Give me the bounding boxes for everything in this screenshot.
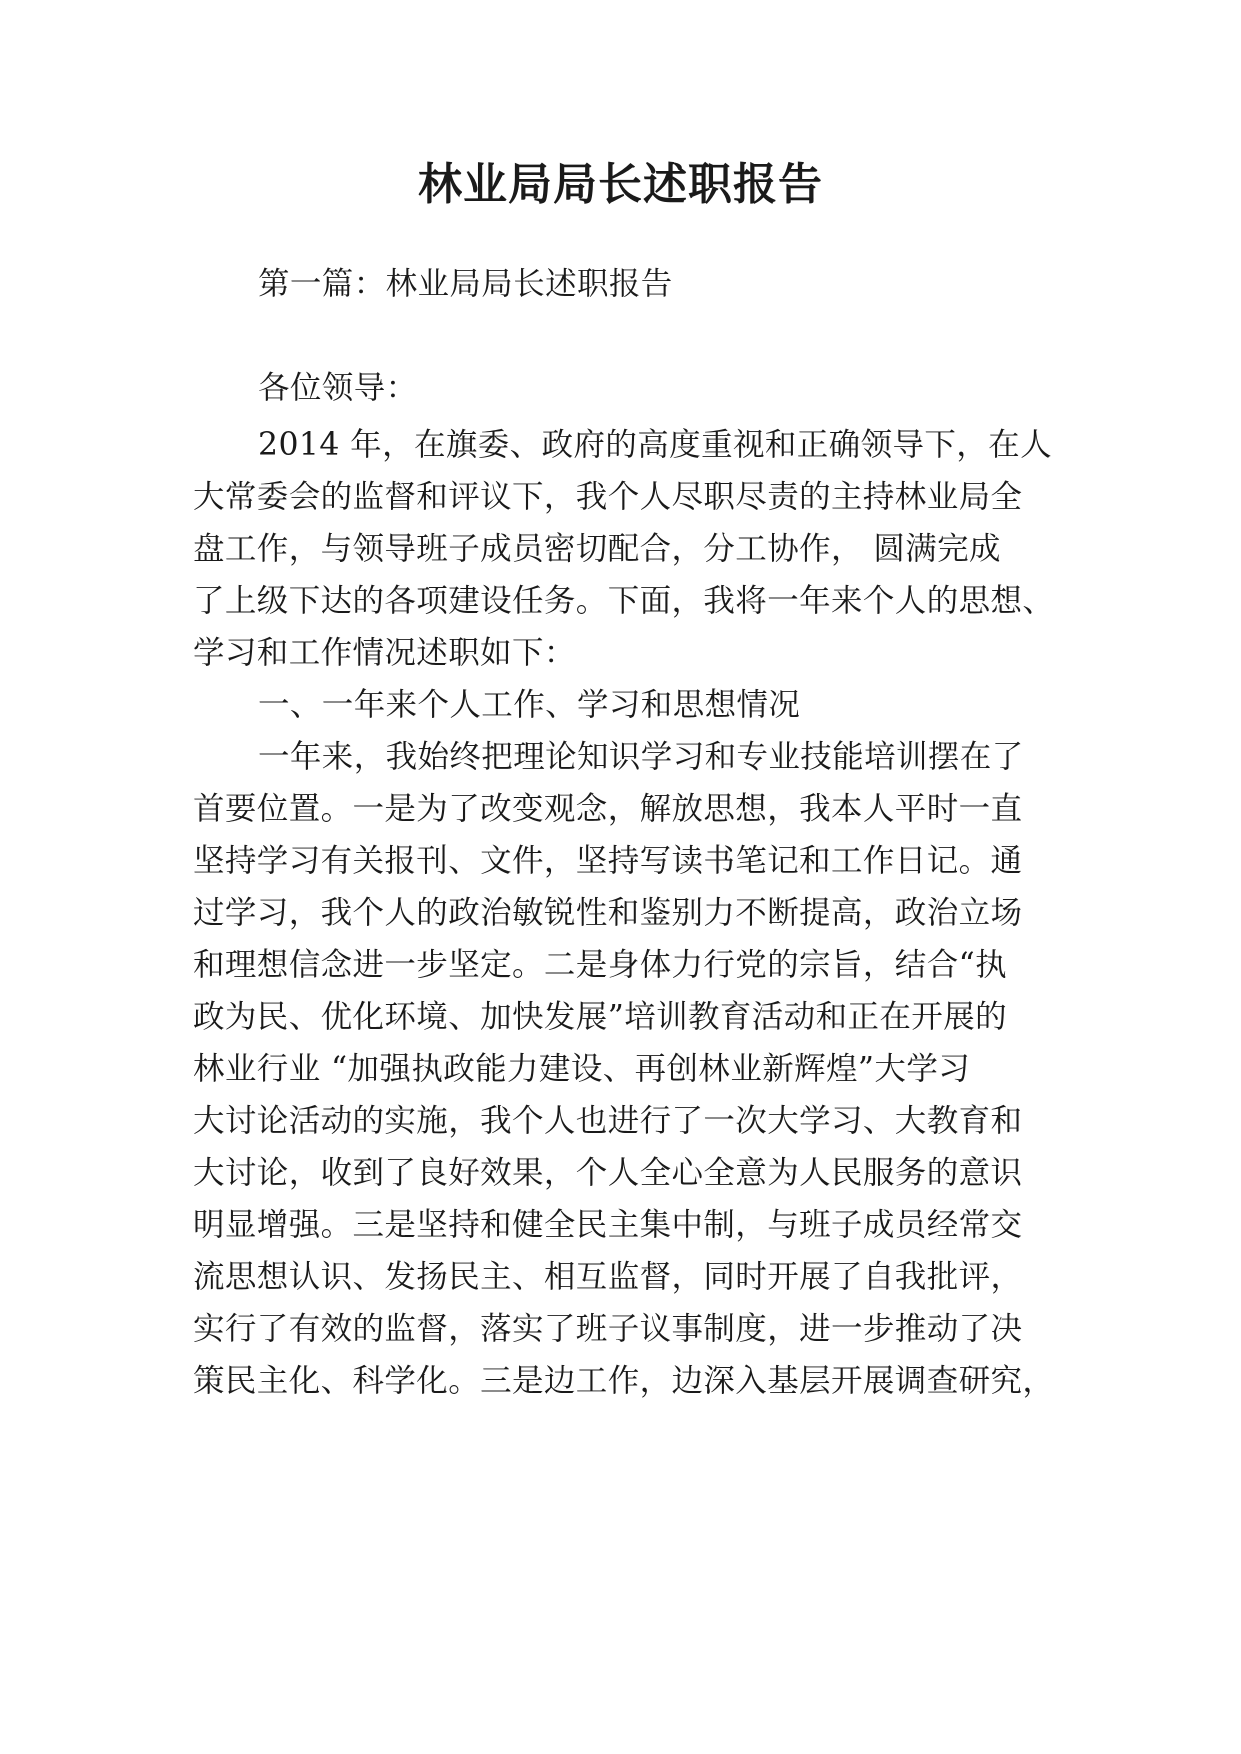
paragraph-line: 了上级下达的各项建设任务。下面，我将一年来个人的思想、 [193,583,1055,619]
document-title: 林业局局长述职报告 [418,159,823,210]
paragraph-line: 过学习，我个人的政治敏锐性和鉴别力不断提高，政治立场 [193,895,1023,931]
section-heading: 一、一年来个人工作、学习和思想情况 [258,687,801,723]
paragraph-line: 明显增强。三是坚持和健全民主集中制，与班子成员经常交 [193,1207,1023,1243]
paragraph-line: 一年来，我始终把理论知识学习和专业技能培训摆在了 [258,739,1024,775]
paragraph-line: 实行了有效的监督，落实了班子议事制度，进一步推动了决 [193,1311,1023,1347]
paragraph-line: 大讨论，收到了良好效果，个人全心全意为人民服务的意识 [193,1155,1023,1191]
paragraph-line: 坚持学习有关报刊、文件，坚持写读书笔记和工作日记。通 [193,843,1023,879]
paragraph-line: 盘工作，与领导班子成员密切配合，分工协作， 圆满完成 [193,531,1001,567]
paragraph-line: 首要位置。一是为了改变观念，解放思想，我本人平时一直 [193,791,1023,827]
document-subtitle: 第一篇：林业局局长述职报告 [258,266,673,302]
paragraph-line: 大常委会的监督和评议下，我个人尽职尽责的主持林业局全 [193,479,1023,515]
paragraph-line: 林业行业 “加强执政能力建设、再创林业新辉煌”大学习 [193,1051,971,1087]
paragraph-line: 2014 年，在旗委、政府的高度重视和正确领导下，在人 [258,427,1052,463]
paragraph-line: 策民主化、科学化。三是边工作，边深入基层开展调查研究， [193,1363,1055,1399]
salutation: 各位领导： [258,370,418,406]
paragraph-line: 政为民、优化环境、加快发展”培训教育活动和正在开展的 [193,999,1008,1035]
paragraph-line: 流思想认识、发扬民主、相互监督，同时开展了自我批评， [193,1259,1023,1295]
paragraph-line: 和理想信念进一步坚定。二是身体力行党的宗旨，结合“执 [193,947,1008,983]
paragraph-line: 学习和工作情况述职如下： [193,635,576,671]
paragraph-line: 大讨论活动的实施，我个人也进行了一次大学习、大教育和 [193,1103,1023,1139]
